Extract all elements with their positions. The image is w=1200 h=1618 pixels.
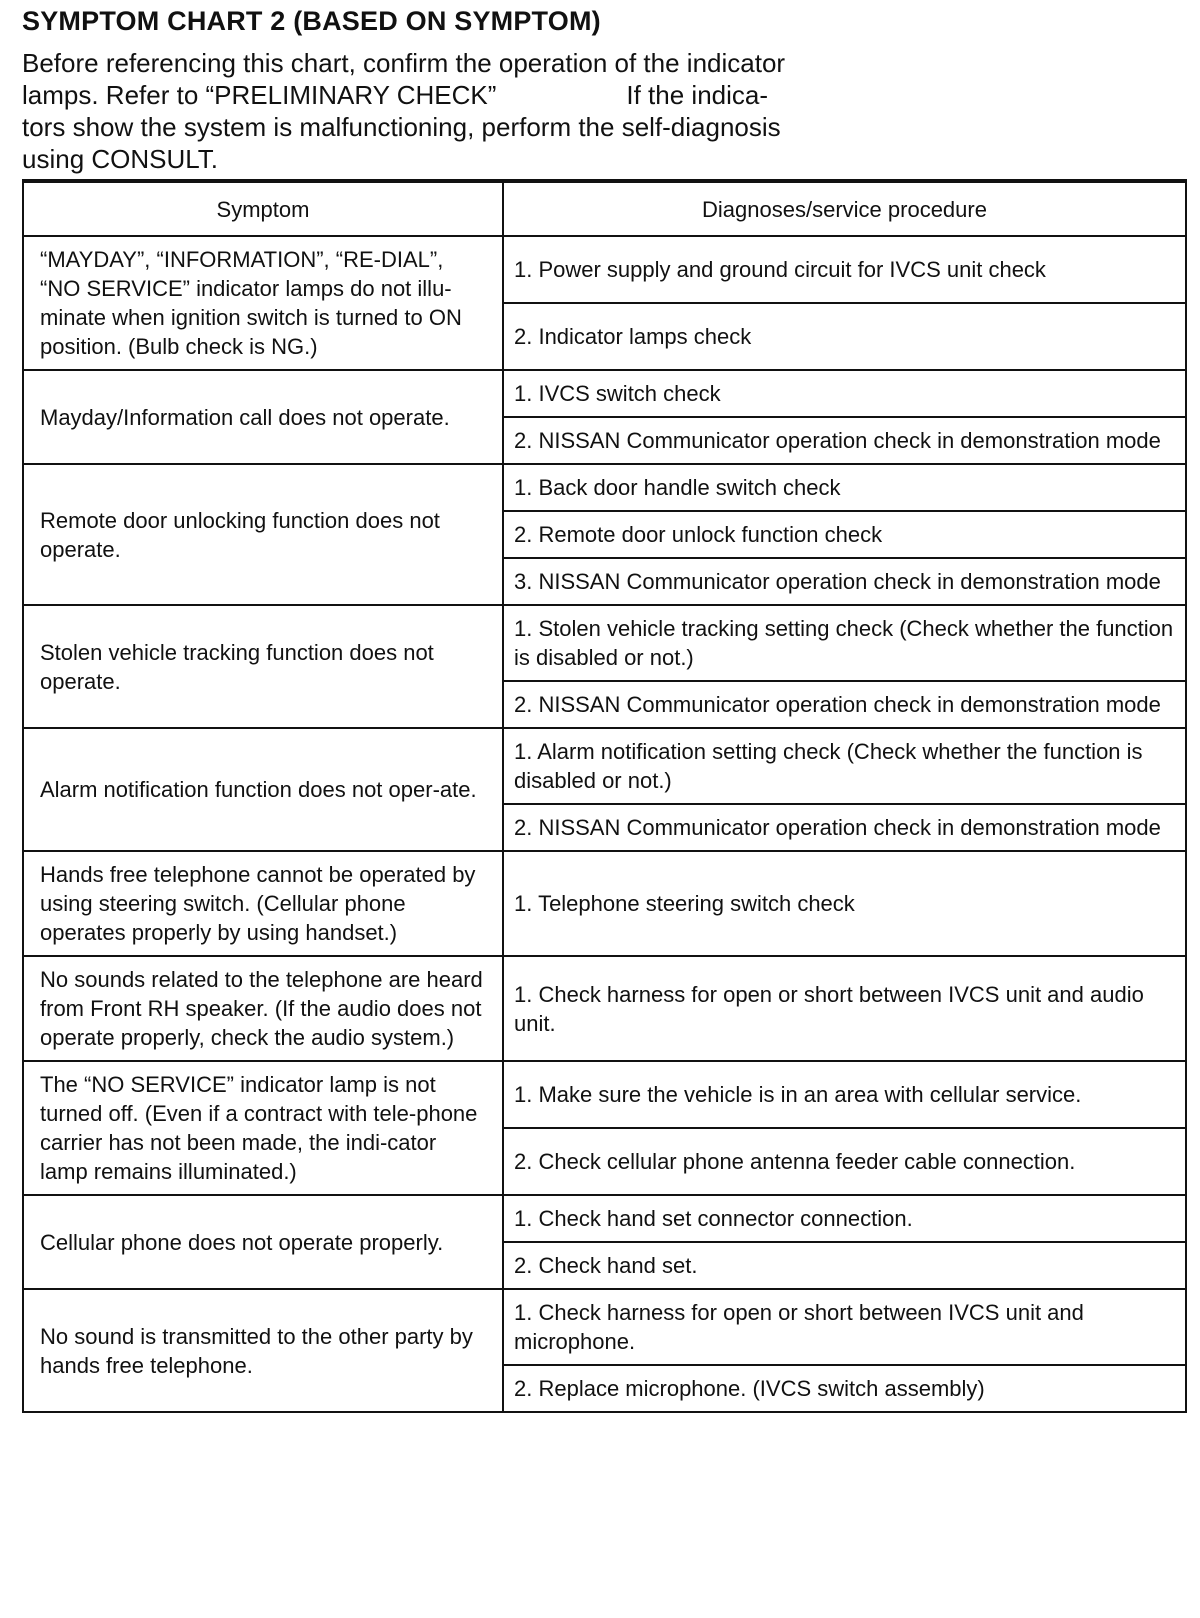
table-row xyxy=(23,236,1186,303)
table-row xyxy=(23,1061,1186,1128)
procedure-cell: 2. NISSAN Communicator operation check in demonstration mode xyxy=(503,804,1186,851)
symptom-cell: No sound is transmitted to the other party by hands free telephone. xyxy=(23,1289,503,1412)
symptom-cell: “MAYDAY”, “INFORMATION”, “RE-DIAL”, “NO SERVICE” indicator lamps do not illu-minate when ignition switch is turned to ON position. (Bulb check is NG.) xyxy=(23,236,503,370)
procedure-cell: 2. Check cellular phone antenna feeder cable connection. xyxy=(503,1128,1186,1195)
procedure-cell: 2. NISSAN Communicator operation check in demonstration mode xyxy=(503,681,1186,728)
procedure-cell: 1. Back door handle switch check xyxy=(503,464,1186,511)
procedure-cell: 2. Remote door unlock function check xyxy=(503,511,1186,558)
procedure-cell: 2. Check hand set. xyxy=(503,1242,1186,1289)
procedure-cell: 1. Power supply and ground circuit for IVCS unit check xyxy=(503,236,1186,303)
symptom-cell: Stolen vehicle tracking function does not operate. xyxy=(23,605,503,728)
procedure-cell: 1. Check hand set connector connection. xyxy=(503,1195,1186,1242)
table-row xyxy=(23,1195,1186,1242)
table-row xyxy=(23,464,1186,511)
symptom-cell: Mayday/Information call does not operate. xyxy=(23,370,503,464)
symptom-cell: The “NO SERVICE” indicator lamp is not turned off. (Even if a contract with tele-phone carrier has not been made, the indi-cator lamp remains illuminated.) xyxy=(23,1061,503,1195)
table-header-row xyxy=(23,182,1186,236)
table-row xyxy=(23,1289,1186,1365)
procedure-cell: 1. Check harness for open or short between IVCS unit and audio unit. xyxy=(503,956,1186,1061)
table-row xyxy=(23,851,1186,956)
symptom-cell: Remote door unlocking function does not operate. xyxy=(23,464,503,605)
intro-line-2-a: lamps. Refer to “PRELIMINARY CHECK” xyxy=(22,80,497,110)
page-title: SYMPTOM CHART 2 (BASED ON SYMPTOM) xyxy=(22,6,601,36)
symptom-cell: No sounds related to the telephone are heard from Front RH speaker. (If the audio does not operate properly, check the audio system.) xyxy=(23,956,503,1061)
intro-line-2 xyxy=(22,79,902,111)
table-row xyxy=(23,370,1186,417)
procedure-cell: 1. Stolen vehicle tracking setting check (Check whether the function is disabled or not.) xyxy=(503,605,1186,681)
procedure-cell: 2. NISSAN Communicator operation check in demonstration mode xyxy=(503,417,1186,464)
procedure-cell: 1. Telephone steering switch check xyxy=(503,851,1186,956)
table-row xyxy=(23,728,1186,804)
procedure-cell: 3. NISSAN Communicator operation check in demonstration mode xyxy=(503,558,1186,605)
intro-line-4: using CONSULT. xyxy=(22,144,219,174)
procedure-cell: 1. Check harness for open or short between IVCS unit and microphone. xyxy=(503,1289,1186,1365)
table-row xyxy=(23,605,1186,681)
procedure-cell: 2. Indicator lamps check xyxy=(503,303,1186,370)
symptom-cell: Cellular phone does not operate properly. xyxy=(23,1195,503,1289)
header-symptom: Symptom xyxy=(23,182,503,236)
intro-line-1: Before referencing this chart, confirm the operation of the indicator xyxy=(22,48,786,78)
intro-line-3: tors show the system is malfunctioning, perform the self-diagnosis xyxy=(22,112,781,142)
table-body xyxy=(23,236,1186,1412)
procedure-cell: 1. Alarm notification setting check (Check whether the function is disabled or not.) xyxy=(503,728,1186,804)
header-procedure: Diagnoses/service procedure xyxy=(503,182,1186,236)
symptom-cell: Alarm notification function does not oper-ate. xyxy=(23,728,503,851)
intro-paragraph xyxy=(22,47,902,175)
symptom-cell: Hands free telephone cannot be operated by using steering switch. (Cellular phone operates properly by using handset.) xyxy=(23,851,503,956)
intro-line-2-b: If the indica- xyxy=(626,80,769,110)
procedure-cell: 1. IVCS switch check xyxy=(503,370,1186,417)
table-row xyxy=(23,956,1186,1061)
procedure-cell: 2. Replace microphone. (IVCS switch assembly) xyxy=(503,1365,1186,1412)
procedure-cell: 1. Make sure the vehicle is in an area with cellular service. xyxy=(503,1061,1186,1128)
symptom-table xyxy=(22,181,1187,1413)
